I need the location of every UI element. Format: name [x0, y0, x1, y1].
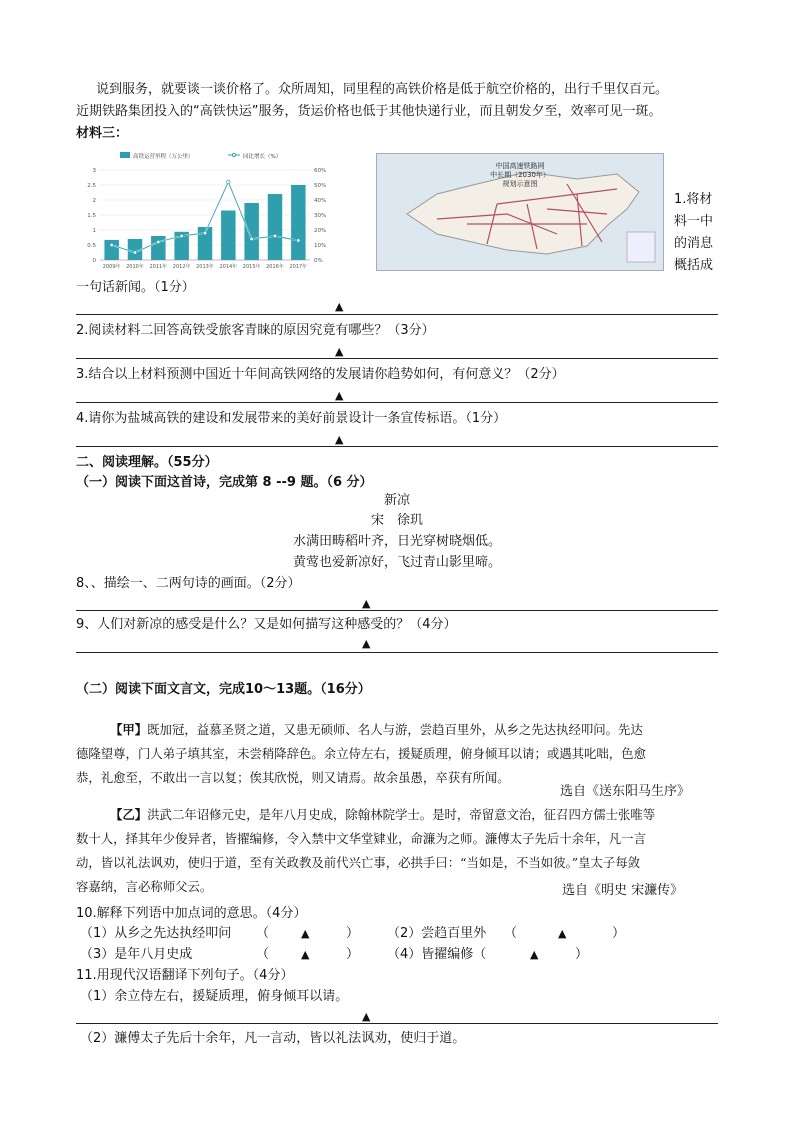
part-1-heading: （一）阅读下面这首诗，完成第 8 --9 题。（6 分） — [76, 475, 373, 490]
map-title-3: 规划示意图 — [502, 180, 538, 188]
passage-jia-source: 选自《送东阳马生序》 — [560, 784, 691, 799]
q10-item-2-open: （ — [504, 926, 518, 941]
part-2-heading: （二）阅读下面文言文，完成10～13题。（16分） — [76, 682, 371, 697]
passage-yi-line-1: 洪武二年诏修元史，是年八月史成，除翰林院学士。是时，帝留意文治，征召四方儒士张唯等 — [147, 807, 656, 822]
q10-item-2-close: ） — [612, 926, 626, 941]
q10-item-3-open: （ — [256, 947, 270, 962]
rail-network-map — [376, 153, 664, 271]
poem-line-2: 黄莺也爱新凉好，飞过青山影里啼。 — [292, 555, 501, 570]
answer-marker: ▲ — [301, 948, 310, 961]
q10-item-2: （2）尝趋百里外 — [387, 926, 487, 941]
bar — [268, 194, 282, 260]
poem-title: 新凉 — [383, 493, 410, 508]
answer-marker: ▲ — [530, 948, 539, 961]
q11-item-2: （2）濂傅太子先后十余年，凡一言动，皆以礼法讽劝，使归于道。 — [80, 1031, 466, 1046]
question-11-title: 11.用现代汉语翻译下列句子。（4分） — [76, 968, 294, 983]
y-left-tick-label: 0 — [92, 258, 96, 264]
q10-item-3-close: ） — [346, 947, 360, 962]
bar — [221, 211, 235, 261]
growth-point — [297, 239, 300, 242]
x-tick-label: 2015年 — [242, 264, 261, 270]
passage-jia-line-3: 恭，礼愈至，不敢出一言以复；俟其欣悦，则又请焉。故余虽愚，卒获有所闻。 — [76, 770, 510, 785]
high-speed-rail-chart — [78, 148, 334, 272]
answer-marker: ▲ — [335, 345, 344, 358]
q1-side-4: 概括成 — [674, 258, 714, 273]
material2-line2: 近期铁路集团投入的“高铁快运”服务，货运价格也低于其他快递行业，而且朝发夕至，效率可见一斑。 — [76, 104, 662, 119]
material2-line1: 说到服务，就要谈一谈价格了。众所周知，同里程的高铁价格是低于航空价格的，出行千里仅百元。 — [96, 82, 669, 97]
section-2-heading: 二、阅读理解。（55分） — [76, 455, 218, 470]
poem-author: 宋 徐玑 — [370, 513, 423, 528]
answer-marker: ▲ — [558, 927, 567, 940]
x-tick-label: 2009年 — [102, 264, 121, 270]
passage-jia-line-2: 德隆望尊，门人弟子填其室，未尝稍降辞色。余立侍左右，援疑质理，俯身倾耳以请；或遇其叱咄，色愈 — [76, 746, 646, 761]
x-tick-label: 2011年 — [149, 264, 168, 270]
q11-item-1: （1）余立侍左右，援疑质理，俯身倾耳以请。 — [80, 989, 349, 1004]
answer-marker: ▲ — [362, 597, 371, 610]
question-4: 4.请你为盐城高铁的建设和发展带来的美好前景设计一条宣传标语。（1分） — [76, 411, 507, 426]
answer-line — [76, 358, 718, 359]
bar — [104, 240, 118, 260]
legend-label-bars: 高铁运营里程（万公里） — [133, 154, 194, 160]
bar — [244, 203, 258, 260]
x-tick-label: 2013年 — [196, 264, 214, 270]
growth-point — [227, 180, 230, 183]
growth-point — [273, 234, 276, 237]
answer-marker: ▲ — [362, 637, 371, 650]
question-8: 8、、描绘一、二两句诗的画面。（2分） — [76, 576, 301, 591]
q10-item-4: （4）皆擢编修（ — [387, 947, 487, 962]
y-left-tick-label: 1 — [92, 228, 96, 234]
bar — [291, 185, 305, 260]
passage-yi-source: 选自《明史 宋濂传》 — [562, 883, 684, 898]
y-left-tick-label: 3 — [92, 168, 96, 174]
legend-swatch-line-marker — [232, 153, 235, 156]
q10-item-1-close: ） — [346, 926, 360, 941]
y-right-tick-label: 0% — [314, 258, 323, 264]
answer-line — [76, 1023, 718, 1024]
q1-side-3: 的消息 — [674, 236, 714, 251]
question-3: 3.结合以上材料预测中国近十年间高铁网络的发展请你趋势如何，有何意义？（2分） — [76, 367, 565, 382]
question-9: 9、人们对新凉的感受是什么？又是如何描写这种感受的？（4分） — [76, 617, 457, 632]
x-tick-label: 2017年 — [289, 264, 308, 270]
answer-line — [76, 652, 718, 653]
y-left-tick-label: 1.5 — [87, 213, 96, 219]
growth-point — [180, 234, 183, 237]
answer-marker: ▲ — [335, 300, 344, 313]
growth-point — [133, 251, 136, 254]
x-tick-label: 2016年 — [266, 264, 284, 270]
y-left-tick-label: 2.5 — [87, 183, 96, 189]
material3-label: 材料三： — [76, 126, 129, 141]
answer-marker: ▲ — [335, 389, 344, 402]
question-10-title: 10.解释下列语中加点词的意思。（4分） — [76, 906, 307, 921]
passage-jia-line-1: 既加冠，益慕圣贤之道，又患无硕师、名人与游，尝趋百里外，从乡之先达执经叩问。先达 — [147, 722, 643, 737]
q1-tail: 一句话新闻。（1分） — [76, 280, 195, 295]
answer-marker: ▲ — [362, 1010, 371, 1023]
answer-line — [76, 610, 718, 611]
question-2: 2.阅读材料二回答高铁受旅客青睐的原因究竟有哪些？（3分） — [76, 323, 435, 338]
y-right-tick-label: 30% — [314, 213, 327, 219]
growth-point — [157, 240, 160, 243]
answer-line — [76, 446, 718, 447]
map-title-1: 中国高速铁路网 — [495, 162, 545, 170]
q10-item-3: （3）是年八月史成 — [80, 947, 193, 962]
growth-point — [110, 243, 113, 246]
passage-yi-line-4: 容嘉纳，言必称师父云。 — [76, 879, 213, 894]
growth-point — [250, 237, 253, 240]
x-tick-label: 2012年 — [172, 264, 191, 270]
q10-item-4-close: ） — [575, 947, 589, 962]
y-right-tick-label: 10% — [314, 243, 327, 249]
bar — [151, 236, 165, 260]
q10-item-1: （1）从乡之先达执经叩问 — [80, 926, 232, 941]
x-tick-label: 2014年 — [219, 264, 238, 270]
y-right-tick-label: 60% — [314, 168, 327, 174]
q10-item-1-open: （ — [256, 926, 270, 941]
legend-label-line: 同比增长（%） — [243, 154, 282, 160]
y-left-tick-label: 0.5 — [87, 243, 96, 249]
answer-line — [76, 402, 718, 403]
passage-jia — [76, 718, 726, 790]
answer-line — [76, 314, 718, 315]
y-left-tick-label: 2 — [92, 198, 96, 204]
passage-jia-label: 【甲】 — [110, 722, 148, 737]
poem-line-1: 水满田畴稻叶齐，日光穿树晓烟低。 — [292, 534, 501, 549]
y-right-tick-label: 40% — [314, 198, 327, 204]
map-title-2: 中长期（2030年） — [490, 171, 550, 179]
answer-marker: ▲ — [301, 927, 310, 940]
passage-yi-line-3: 动，皆以礼法讽劝，使归于道，至有关政教及前代兴亡事，必拱手曰：“当如是，不当如彼。”皇太子每敛 — [76, 855, 641, 870]
answer-marker: ▲ — [335, 433, 344, 446]
y-right-tick-label: 20% — [314, 228, 327, 234]
q1-side-1: 1.将材 — [674, 192, 713, 207]
growth-point — [203, 231, 206, 234]
passage-yi-line-2: 数十人，择其年少俊异者，皆擢编修，令入禁中文华堂肄业，命濂为之师。濂傅太子先后十余年，凡一言 — [76, 831, 646, 846]
x-tick-label: 2010年 — [126, 264, 144, 270]
map-svg — [377, 154, 663, 270]
chart-svg — [78, 148, 334, 272]
legend-swatch-bars — [120, 152, 130, 158]
y-right-tick-label: 50% — [314, 183, 327, 189]
q1-side-2: 料一中 — [674, 214, 714, 229]
passage-yi-label: 【乙】 — [110, 807, 148, 822]
